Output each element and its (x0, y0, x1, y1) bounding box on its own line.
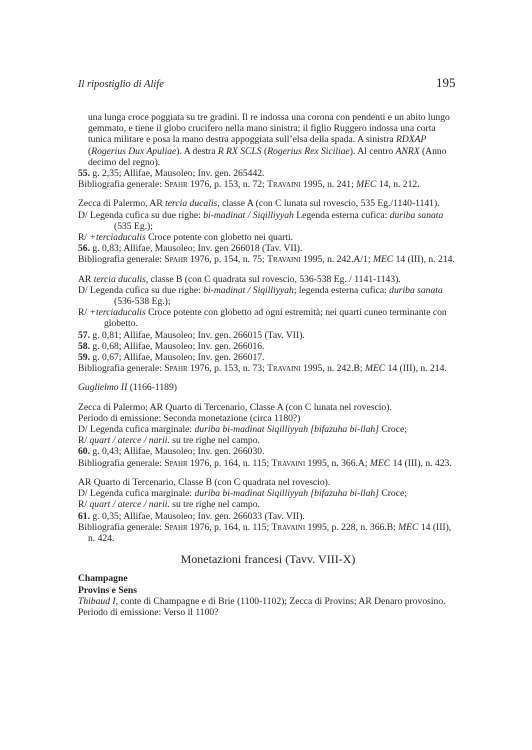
coin-description-paragraph: una lunga croce poggiata su tre gradini. Il re indossa una corona con pendenti e un abito lungo gemmato, e tiene il globo crucifero nella mano sinistra; il figlio Ruggero indossa una corta tunica militare e posa la mano destra appoggiata sull’elsa della spada. A sinistra RDXAP (Rogerius Dux Apuliae). A destra R RX SCLS (Rogerius Rex Siciliae). Al centro ANRX (Anno decimo del regno). (88, 112, 450, 168)
reverse-quarto-b: R/ quart / aterce / narii. su tre righe nel campo. (78, 499, 260, 511)
bibliography-61: Bibliografia generale: Spahr 1976, p. 164, n. 115; Travaini 1995, p. 228, n. 366.B; MEC 14 (III), n. 424. (78, 521, 452, 544)
page-number: 195 (436, 75, 456, 90)
coin-entry-59: 59. g. 0,67; Allifae, Mausoleo; Inv. gen. 266017. (78, 352, 265, 364)
obverse-tercia-a: D/ Legenda cufica su due righe: bi-madinat / Siqilliyyah Legenda esterna cufica: duriba sanata (535 Eg.); (78, 209, 444, 232)
coin-entry-57: 57. g. 0,81; Allifae, Mausoleo; Inv. gen. 266015 (Tav. VII). (78, 329, 305, 341)
reverse-quarto-a: R/ quart / aterce / narii. su tre righe nel campo. (78, 435, 260, 447)
subregion-heading: Provins e Sens (78, 584, 137, 596)
section-heading: Monetazioni francesi (Tavv. VIII-X) (180, 552, 356, 567)
reverse-tercia-a: R/ +terciaducalis Croce potente con globetto nei quarti. (78, 232, 294, 244)
obverse-tercia-b: D/ Legenda cufica su due righe: bi-madinat / Siqilliyyah; legenda esterna cufica: duriba sanata (536-538 Eg.); (78, 284, 443, 308)
coin-entry-58: 58. g. 0,68; Allifae, Mausoleo; Inv. gen. 266016. (78, 340, 265, 352)
type-heading-provins: Thibaud I, conte di Champagne e di Brie (1100-1102); Zecca di Provins; AR Denaro provosino. (78, 595, 446, 607)
bibliography-55: Bibliografia generale: Spahr 1976, p. 153, n. 72; Travaini 1995, n. 241; MEC 14, n. 212. (78, 179, 420, 191)
obverse-quarto-b: D/ Legenda cufica marginale: duriba bi-madinat Siqilliyyah [bifazuha bi-llah] Croce; (78, 488, 407, 500)
region-heading: Champagne (78, 573, 128, 585)
running-header-title: Il ripostiglio di Alife (78, 79, 164, 90)
ruler-heading: Guglielmo II (1166-1189) (78, 382, 177, 394)
coin-entry-55: 55. g. 2,35; Allifae, Mausoleo; Inv. gen. 265442. (78, 168, 265, 180)
emission-period-provins: Periodo di emissione: Verso il 1100? (78, 606, 219, 618)
type-heading-tercia-a: Zecca di Palermo, AR tercia ducalis, classe A (con C lunata sul rovescio, 535 Eg./1140-1141). (78, 198, 440, 210)
reverse-tercia-b: R/ +terciaducalis Croce potente con globetto ad ogni estremità; nei quarti cuneo terminante con globetto. (78, 307, 447, 330)
bibliography-60: Bibliografia generale: Spahr 1976, p. 164, n. 115; Travaini 1995, n. 366.A; MEC 14 (III), n. 423. (78, 457, 452, 469)
bibliography-57-59: Bibliografia generale: Spahr 1976, p. 153, n. 73; Travaini 1995, n. 242.B; MEC 14 (III), n. 214. (78, 363, 447, 375)
bibliography-56: Bibliografia generale: Spahr 1976, p. 154, n. 75; Travaini 1995, n. 242.A/1; MEC 14 (III), n. 214. (78, 254, 455, 266)
coin-entry-61: 61. g. 0,35; Allifae, Mausoleo; Inv. gen. 266033 (Tav. VII). (78, 510, 305, 522)
obverse-quarto-a: D/ Legenda cufica marginale: duriba bi-madinat Siqilliyyah [bifazuha bi-llah] Croce; (78, 424, 407, 436)
coin-entry-56: 56. g. 0,83; Allifae, Mausoleo; Inv. gen 266018 (Tav. VII). (78, 243, 303, 255)
coin-entry-60: 60. g. 0,43; Allifae, Mausoleo; Inv. gen. 266030. (78, 446, 265, 458)
type-heading-tercia-b: AR tercia ducalis, classe B (con C quadrata sul rovescio, 536-538 Eg. / 1141-1143). (78, 273, 401, 285)
type-heading-quarto-a: Zecca di Palermo; AR Quarto di Tercenario, Classe A (con C lunata nel rovescio). (78, 401, 392, 413)
emission-period-quarto-a: Periodo di emissione: Seconda monetazione (circa 1180?) (78, 412, 301, 424)
type-heading-quarto-b: AR Quarto di Tercenario, Classe B (con C quadrata nel rovescio). (78, 476, 331, 488)
page-body (78, 112, 458, 618)
